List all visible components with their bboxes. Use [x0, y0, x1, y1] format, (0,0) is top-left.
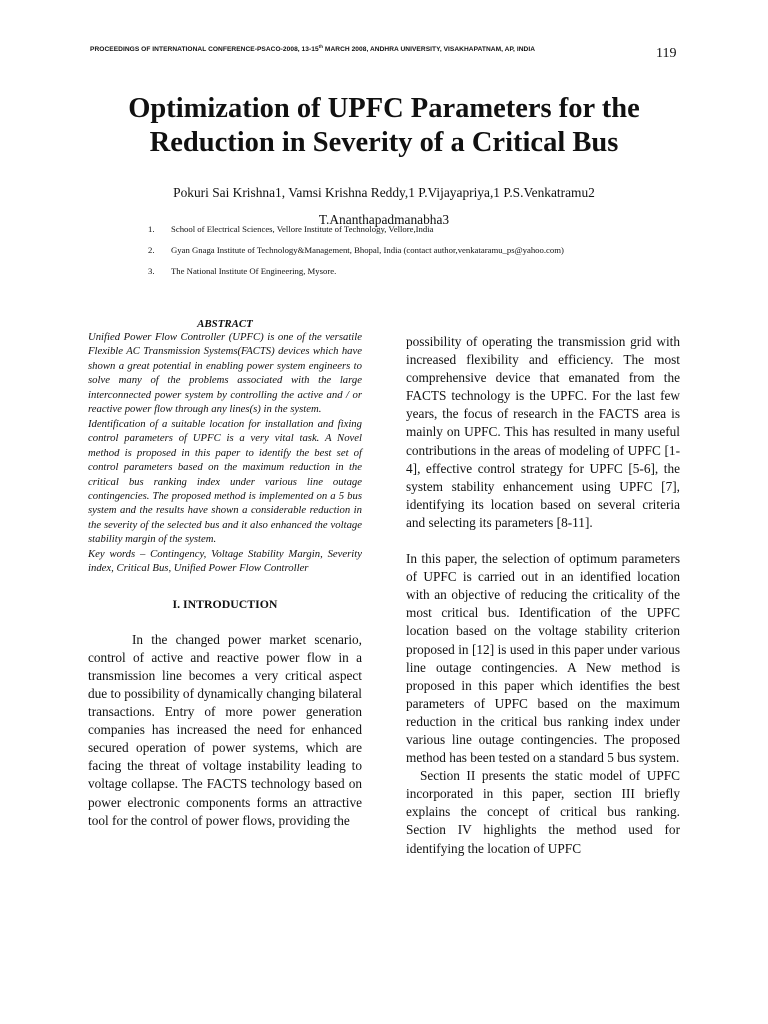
affiliation-text: Gyan Gnaga Institute of Technology&Management, Bhopal, India (contact author,venkataramu_ps@yahoo.com): [171, 245, 564, 255]
authors-line-2: T.Ananthapadmanabha3: [318, 212, 450, 227]
affiliation-list: [148, 224, 668, 287]
affiliation-text: School of Electrical Sciences, Vellore Institute of Technology, Vellore,India: [171, 224, 434, 234]
affiliation-number: 1.: [148, 224, 155, 234]
paper-title: [60, 92, 708, 160]
right-column: [406, 333, 680, 858]
affiliation-item: [148, 266, 668, 277]
running-head-pre: PROCEEDINGS OF INTERNATIONAL CONFERENCE-PSACO-2008, 13-15: [90, 46, 319, 54]
body-paragraph: Section II presents the static model of UPFC incorporated in this paper, section III briefly explains the concept of critical bus ranking. Section IV highlights the method used for identifying the location of UPFC: [406, 768, 680, 856]
affiliation-item: [148, 245, 668, 256]
affiliation-number: 3.: [148, 266, 155, 276]
section-heading-introduction: I. INTRODUCTION: [172, 596, 278, 611]
keywords: Key words – Contingency, Voltage Stability Margin, Severity index, Critical Bus, Unified Power Flow Controller: [88, 547, 362, 575]
abstract-body: [88, 330, 362, 576]
abstract-paragraph: Unified Power Flow Controller (UPFC) is one of the versatile Flexible AC Transmission Systems(FACTS) devices which have shown a great potential in enabling power system engineers to solve many of the problems associated with the large interconnected power system by controlling the active and / or reactive power flow through any lines(s) in the system.: [88, 331, 362, 416]
title-line-2: Reduction in Severity of a Critical Bus: [149, 127, 619, 158]
body-paragraph: In this paper, the selection of optimum parameters of UPFC is carried out in an identified location with an objective of reducing the criticality of the most critical bus. Identification of the UPFC location based on the voltage stability criterion proposed in [12] is used in this paper under various line outage contingencies. A New method is proposed in this paper which identifies the best parameters of UPFC based on the maximum reduction in the critical bus ranking index under various line outage contingencies. The proposed method has been tested on a standard 5 bus system.: [406, 551, 680, 766]
affiliation-item: [148, 224, 668, 235]
body-paragraph: possibility of operating the transmission grid with increased flexibility and efficiency. The most comprehensive device that emanated from the FACTS technology is the UPFC. For the last few years, the focus of research in the FACTS area is mainly on UPFC. This has resulted in many useful contributions in the areas of modeling of UPFC [1-4], effective control strategy for UPFC [5-6], the system stability enhancement using UPFC [7], identifying its location based on several criteria and selecting its parameters [8-11].: [406, 334, 680, 530]
authors-line-1: Pokuri Sai Krishna1, Vamsi Krishna Reddy,1 P.Vijayapriya,1 P.S.Venkatramu2: [173, 185, 595, 200]
intro-paragraph: In the changed power market scenario, control of active and reactive power flow in a transmission line becomes a very critical aspect due to possibility of dynamically changing bilateral transactions. Entry of more power generation companies has increased the need for enhanced secured operation of power systems, which are facing the threat of voltage instability leading to voltage collapse. The FACTS technology based on power electronic components forms an attractive tool for the control of power flows, providing the: [88, 631, 363, 828]
page-number: 119: [656, 46, 677, 61]
left-column: [88, 318, 362, 830]
introduction-body: [88, 631, 362, 830]
abstract-paragraph: Identification of a suitable location for installation and fixing control parameters of UPFC is a very vital task. A Novel method is proposed in this paper to identify the best set of control parameters based on the maximum reduction in the critical bus ranking index under various line outage contingencies. The proposed method is implemented on a 5 bus system and the results have shown a considerable reduction in the severity of the selected bus and it also enhanced the voltage stability margin of the system.: [88, 417, 362, 546]
running-head: [90, 44, 650, 53]
running-head-superscript: th: [318, 44, 324, 49]
affiliation-number: 2.: [148, 245, 155, 255]
abstract-heading: ABSTRACT: [197, 318, 253, 330]
title-line-1: Optimization of UPFC Parameters for the: [128, 93, 640, 124]
affiliation-text: The National Institute Of Engineering, Mysore.: [171, 266, 337, 276]
running-head-post: MARCH 2008, ANDHRA UNIVERSITY, VISAKHAPATNAM, AP, INDIA: [323, 46, 536, 54]
